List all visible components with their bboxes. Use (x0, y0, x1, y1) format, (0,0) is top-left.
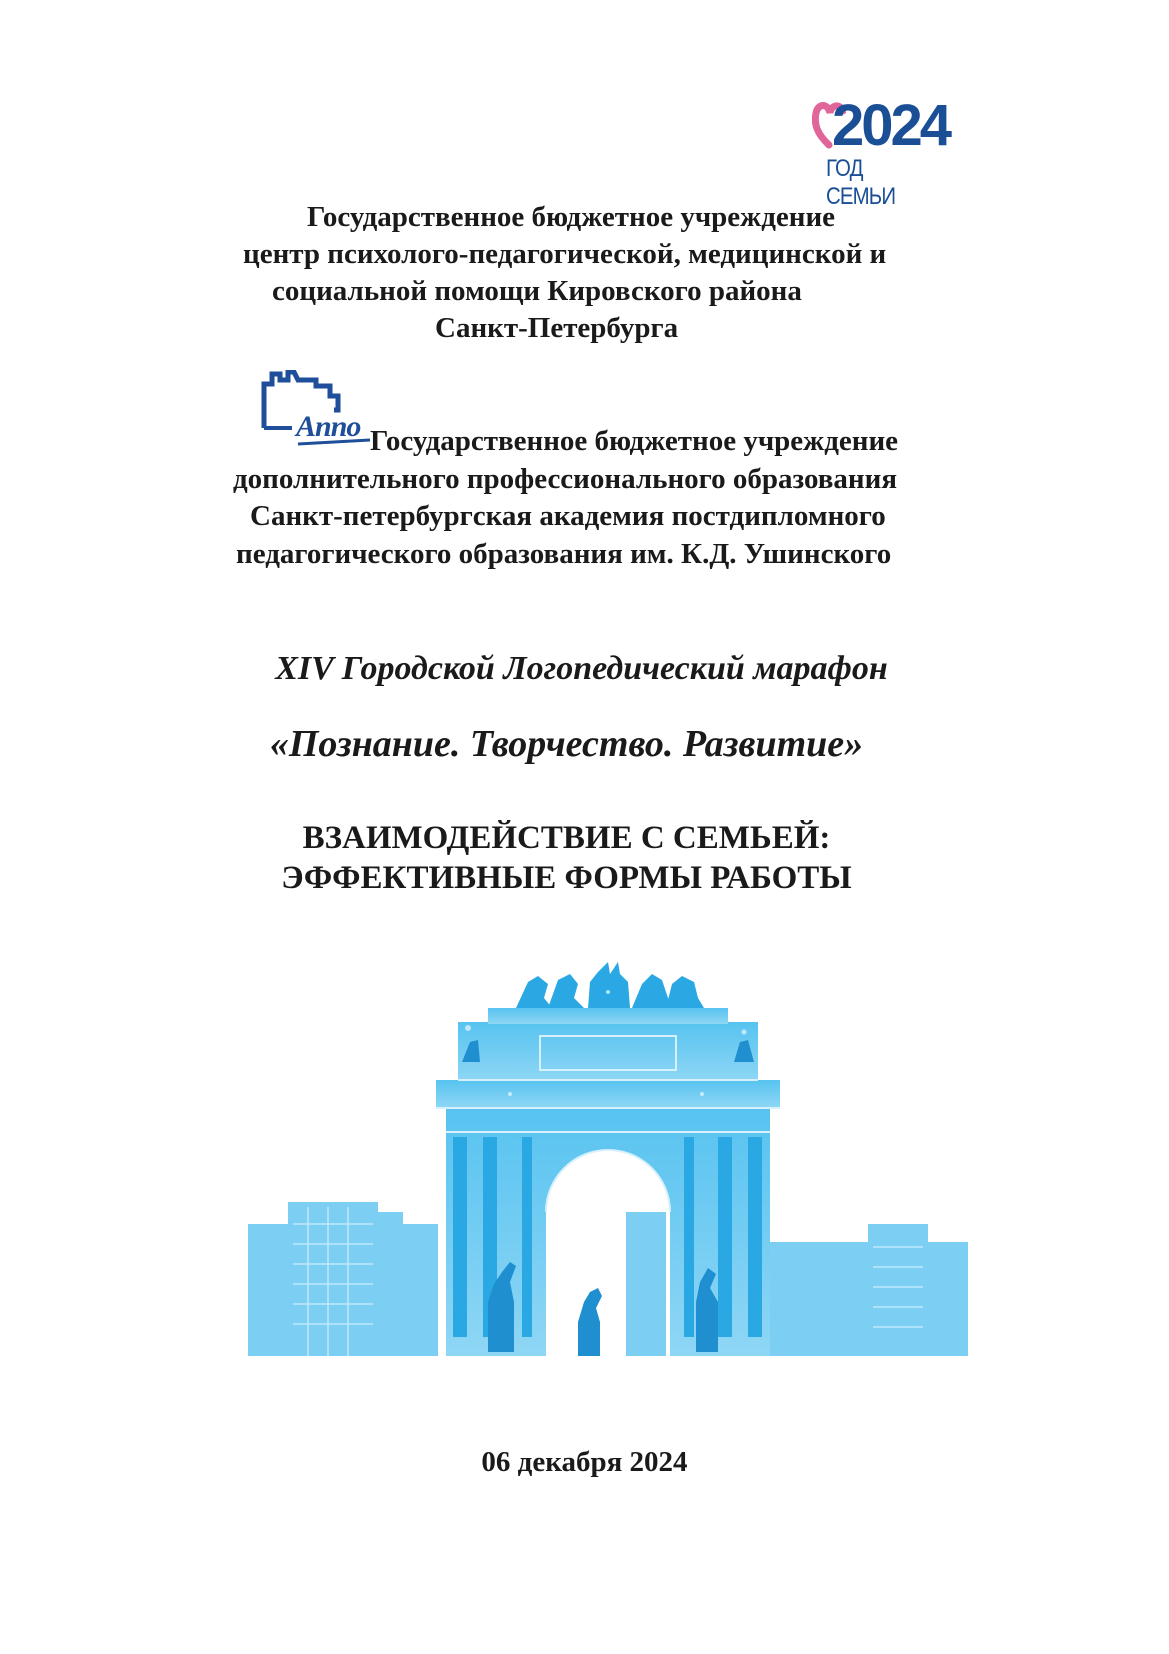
org2-line-1: Государственное бюджетное учреждение (370, 425, 899, 457)
appo-logo (258, 370, 376, 452)
org1-line-2: центр психолого-педагогической, медицинской и (243, 238, 887, 270)
org1-line-1: Государственное бюджетное учреждение (307, 201, 836, 233)
topic-line-2: ЭФФЕКТИВНЫЕ ФОРМЫ РАБОТЫ (281, 860, 852, 896)
year-of-family-logo (812, 93, 950, 210)
org1-line-4: Санкт-Петербурга (435, 312, 679, 344)
appo-lettering: Аппо (296, 410, 361, 443)
org2-line-3: Санкт-петербургская академия постдипломного (250, 500, 886, 532)
topic-line-1: ВЗАИМОДЕЙСТВИЕ С СЕМЬЕЙ: (302, 820, 831, 856)
event-motto: «Познание. Творчество. Развитие» (269, 723, 864, 765)
org2-line-2: дополнительного профессионального образования (233, 463, 898, 495)
org1-line-3: социальной помощи Кировского района (272, 275, 802, 307)
event-date: 06 декабря 2024 (481, 1446, 688, 1478)
event-title: XIV Городской Логопедический марафон (275, 650, 888, 687)
logo-year: 2024 (832, 93, 950, 158)
org2-line-4: педагогического образования им. К.Д. Ушинского (236, 538, 892, 570)
triumphal-arch-illustration (248, 962, 968, 1356)
logo-caption: ГОД СЕМЬИ (826, 155, 896, 210)
